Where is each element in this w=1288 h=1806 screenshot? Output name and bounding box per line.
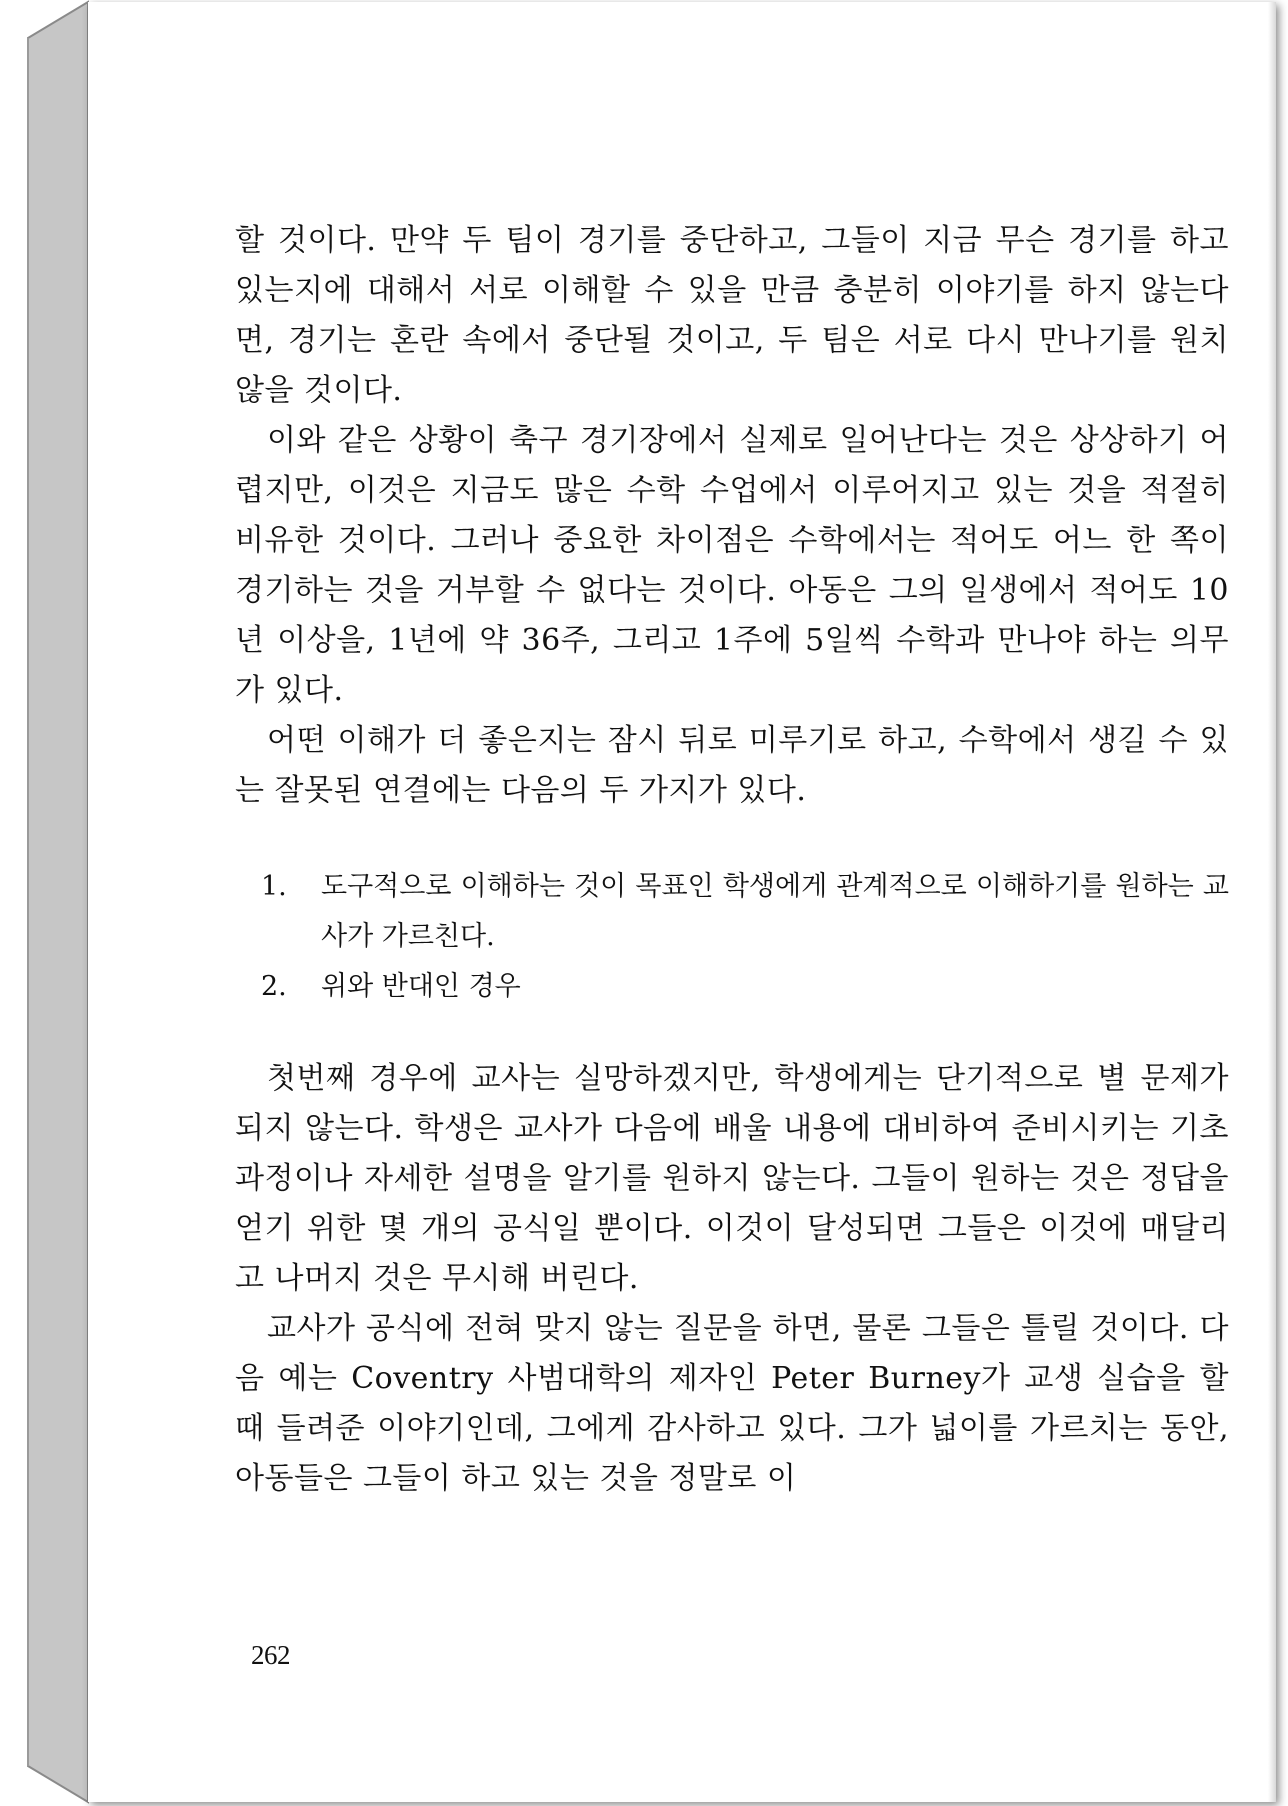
list-item-text: 위와 반대인 경우 bbox=[321, 971, 521, 1002]
list-item-number: 2. bbox=[261, 971, 287, 1002]
paragraph-first-case: 첫번째 경우에 교사는 실망하겠지만, 학생에게는 단기적으로 별 문제가 되지 않는다. 학생은 교사가 다음에 배울 내용에 대비하여 준비시키는 기초 과정이나 자세한 설명을 알기를 원하지 않는다. 그들이 원하는 것은 정답을 얻기 위한 몇 개의 공식일 뿐이다. 이것이 달성되면 그들은 이것에 매달리고 나머지 것은 무시해 버린다. bbox=[235, 1061, 1229, 1296]
paragraph-mismatch-intro: 어떤 이해가 더 좋은지는 잠시 뒤로 미루기로 하고, 수학에서 생길 수 있는 잘못된 연결에는 다음의 두 가지가 있다. bbox=[235, 723, 1229, 808]
paragraph-coventry-example: 교사가 공식에 전혀 맞지 않는 질문을 하면, 물론 그들은 틀릴 것이다. 다음 예는 Coventry 사범대학의 제자인 Peter Burney가 교생 실습을 할 때 들려준 이야기인데, 그에게 감사하고 있다. 그가 넓이를 가르치는 동안, 아동들은 그들이 하고 있는 것을 정말로 이 bbox=[235, 1311, 1229, 1496]
page-edge-shadow bbox=[1268, 2, 1276, 1802]
paragraph-soccer-analogy: 이와 같은 상황이 축구 경기장에서 실제로 일어난다는 것은 상상하기 어렵지만, 이것은 지금도 많은 수학 수업에서 이루어지고 있는 것을 적절히 비유한 것이다. 그러나 중요한 차이점은 수학에서는 적어도 어느 한 쪽이 경기하는 것을 거부할 수 없다는 것이다. 아동은 그의 일생에서 적어도 10년 이상을, 1년에 약 36주, 그리고 1주에 5일씩 수학과 만나야 하는 의무가 있다. bbox=[235, 423, 1229, 708]
book-page bbox=[88, 2, 1276, 1802]
paragraph-continued: 할 것이다. 만약 두 팀이 경기를 중단하고, 그들이 지금 무슨 경기를 하고 있는지에 대해서 서로 이해할 수 있을 만큼 충분히 이야기를 하지 않는다면, 경기는 혼란 속에서 중단될 것이고, 두 팀은 서로 다시 만나기를 원치 않을 것이다. bbox=[235, 223, 1229, 408]
page-number: 262 bbox=[251, 1640, 290, 1670]
list-item bbox=[261, 962, 1229, 1012]
list-item-number: 1. bbox=[261, 871, 287, 902]
page-body bbox=[235, 216, 1229, 1504]
list-item bbox=[261, 862, 1229, 962]
list-item-text: 도구적으로 이해하는 것이 목표인 학생에게 관계적으로 이해하기를 원하는 교사가 가르친다. bbox=[321, 871, 1229, 952]
mismatch-list bbox=[235, 862, 1229, 1012]
